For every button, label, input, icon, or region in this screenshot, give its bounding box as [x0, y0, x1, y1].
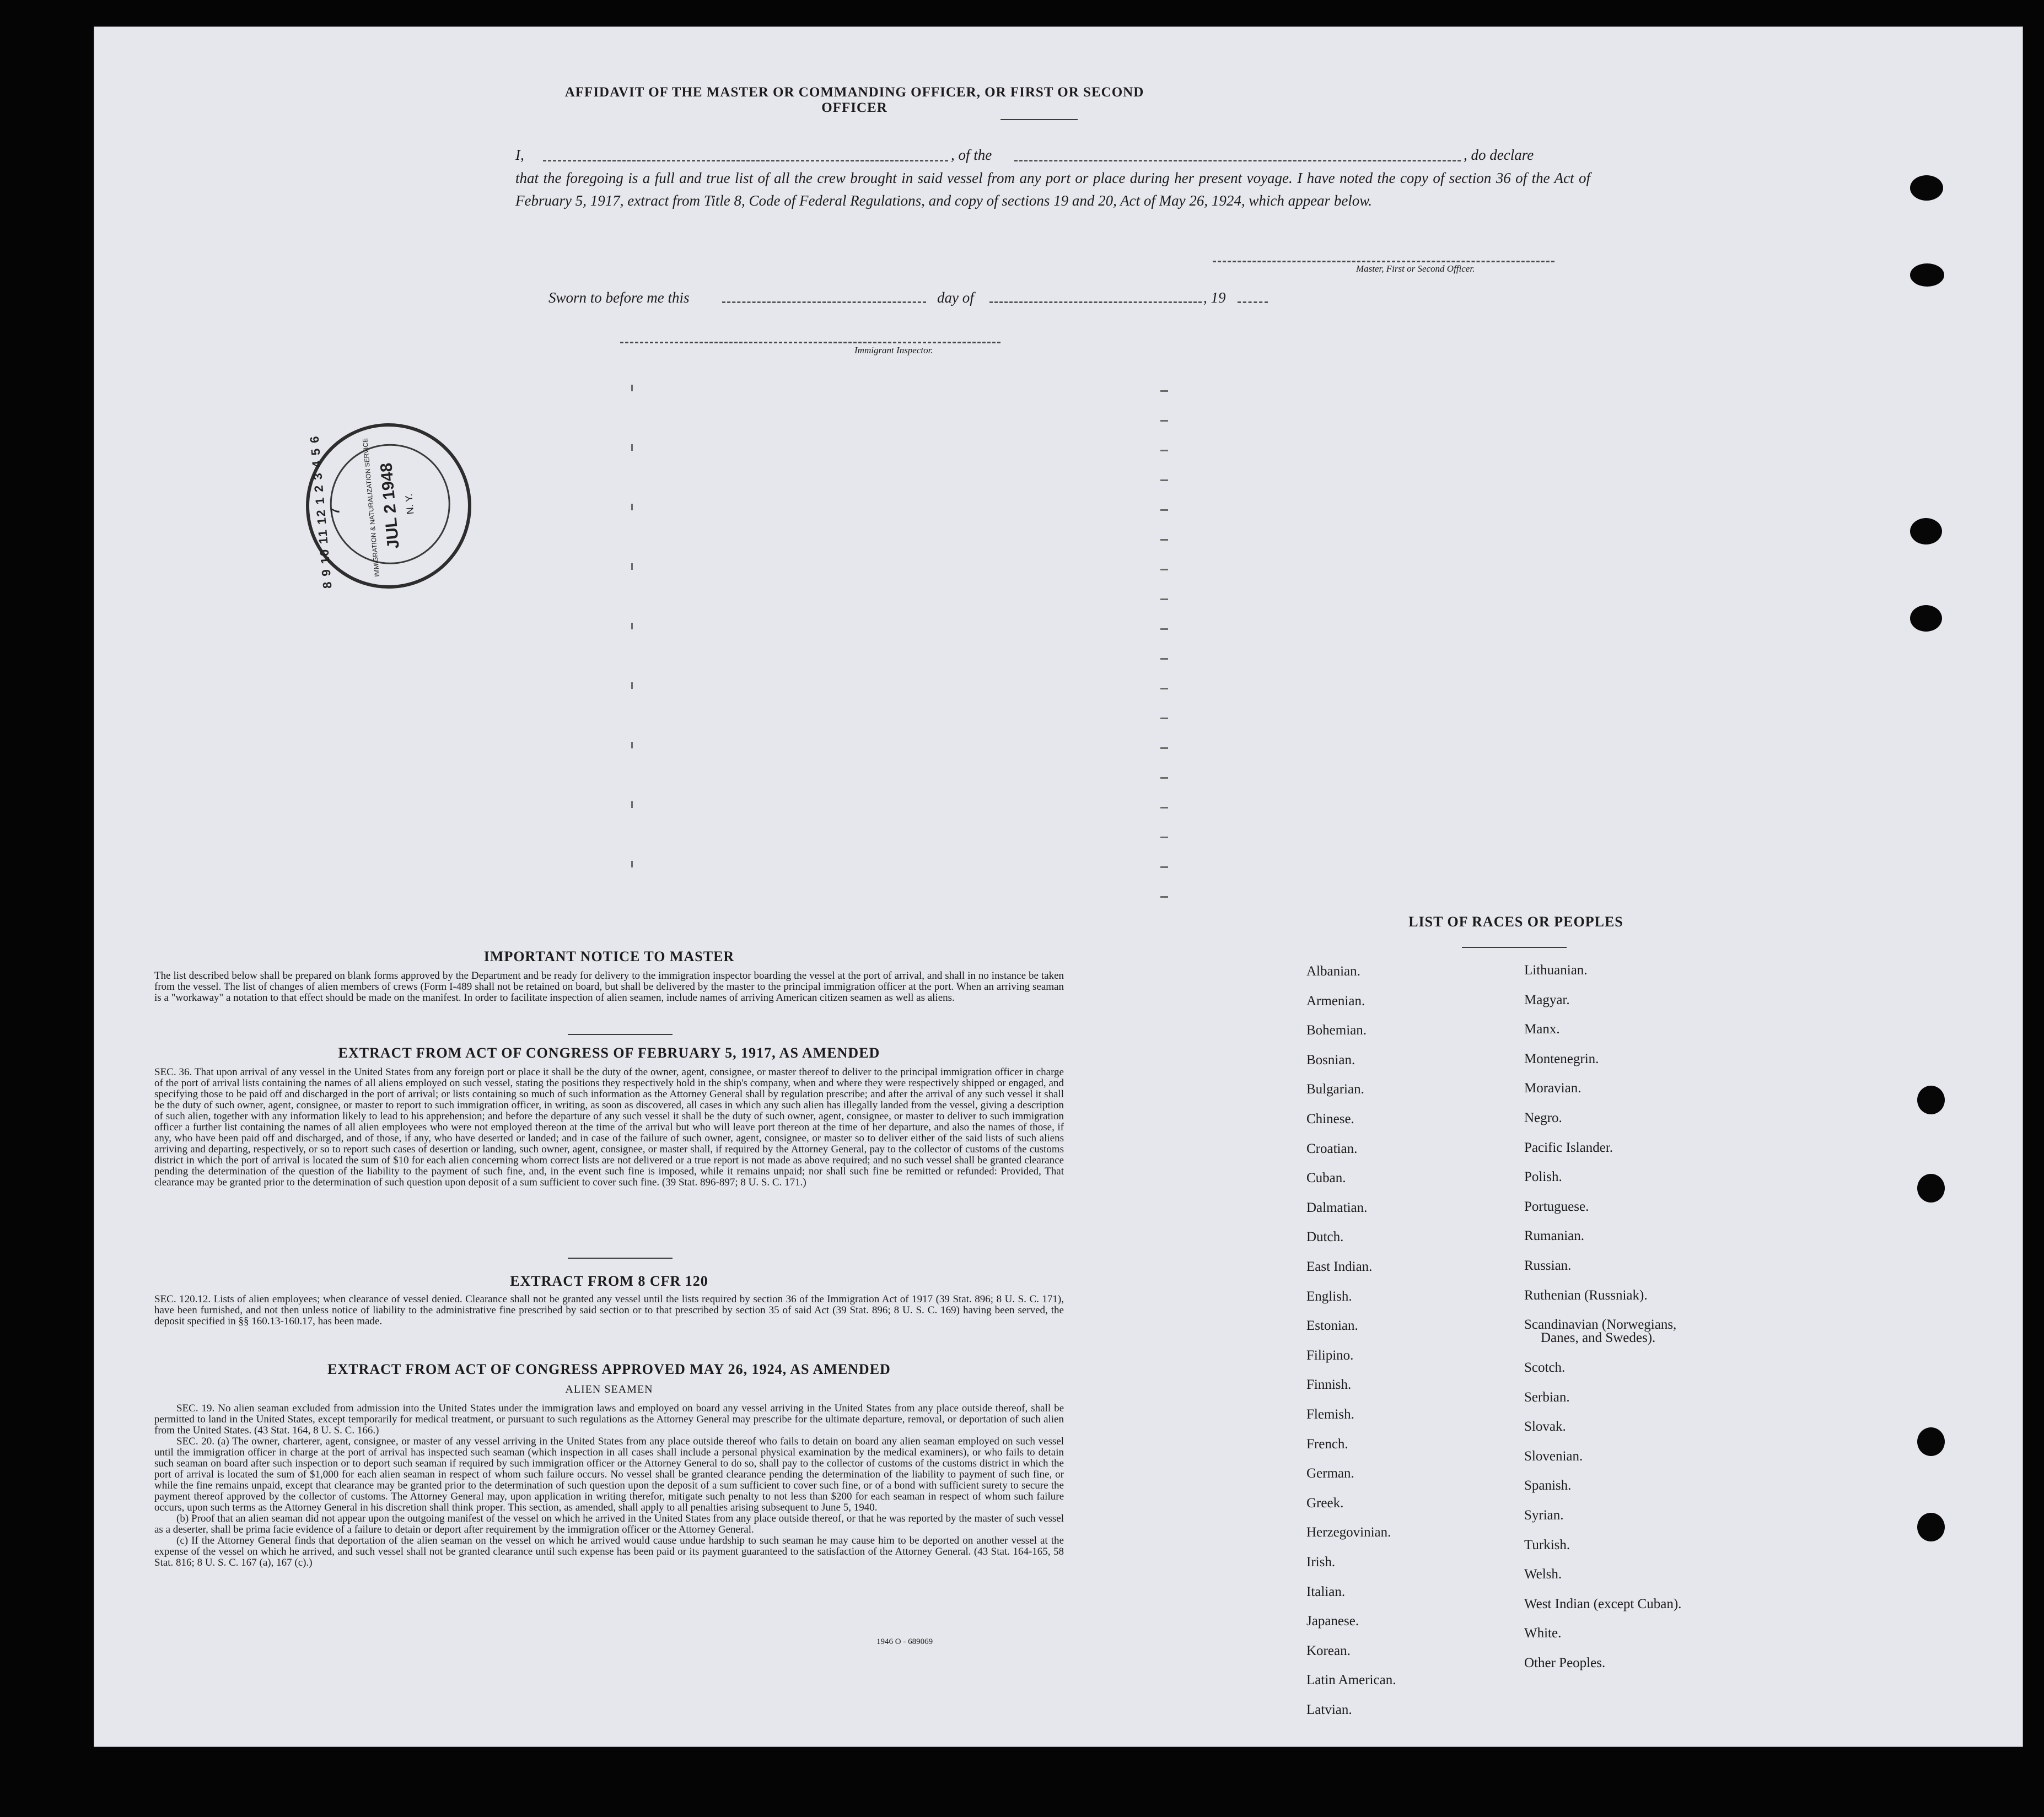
- race-item: Irish.: [1306, 1555, 1336, 1570]
- race-item: Serbian.: [1524, 1389, 1570, 1405]
- guide-tick: [1160, 569, 1168, 570]
- punch-hole: [1917, 1086, 1945, 1114]
- punch-hole: [1917, 1174, 1945, 1203]
- punch-hole: [1910, 605, 1942, 632]
- race-item: Filipino.: [1306, 1347, 1354, 1363]
- extract-1924-title: EXTRACT FROM ACT OF CONGRESS APPROVED MAY 26, 1924, AS AMENDED: [327, 1361, 891, 1377]
- race-item: Moravian.: [1524, 1081, 1582, 1096]
- divider: [1001, 119, 1078, 120]
- do-declare-label: , do declare: [1464, 147, 1534, 163]
- race-item: Syrian.: [1524, 1507, 1564, 1523]
- sworn-line: [548, 289, 1375, 311]
- stamp-ring-digits: 8 9 10 11 12 1 2 3 4 5 6 7: [307, 434, 342, 589]
- guide-tick: [631, 742, 633, 748]
- extract-1924-body: [154, 1403, 1064, 1568]
- guide-tick: [631, 444, 633, 451]
- race-item: Scotch.: [1524, 1360, 1566, 1375]
- guide-tick: [1160, 807, 1168, 808]
- guide-tick: [1160, 866, 1168, 868]
- race-item: Korean.: [1306, 1643, 1351, 1658]
- guide-tick: [1160, 539, 1168, 541]
- print-code: 1946 O - 689069: [876, 1637, 933, 1646]
- sec-20b-paragraph: (b) Proof that an alien seaman did not appear upon the outgoing manifest of the vessel on which he arrived in the United States from any place outside thereof, or that he was reported by the master of such vessel as a deserter, shall be prima facie evidence of a failure to detain or deport after requirement by the immigration officer or the Attorney General.: [154, 1513, 1064, 1535]
- race-item: Polish.: [1524, 1169, 1562, 1185]
- race-item: Latvian.: [1306, 1702, 1352, 1717]
- inspector-caption: Immigrant Inspector.: [854, 345, 933, 355]
- punch-hole: [1910, 263, 1944, 287]
- race-item: Flemish.: [1306, 1407, 1354, 1422]
- year-blank[interactable]: [1238, 301, 1268, 303]
- guide-tick: [631, 682, 633, 689]
- guide-tick: [1160, 628, 1168, 630]
- race-item: German.: [1306, 1466, 1354, 1481]
- divider: [568, 1258, 673, 1259]
- day-blank[interactable]: [722, 301, 926, 303]
- race-item: Armenian.: [1306, 993, 1365, 1009]
- divider: [568, 1034, 673, 1035]
- affidavit-title: AFFIDAVIT OF THE MASTER OR COMMANDING OFFICER, OR FIRST OR SECOND OFFICER: [564, 85, 1144, 115]
- race-item: Bosnian.: [1306, 1052, 1356, 1067]
- race-item: East Indian.: [1306, 1259, 1373, 1274]
- year-label: , 19: [1203, 289, 1226, 306]
- race-item: Italian.: [1306, 1584, 1346, 1599]
- punch-hole: [1910, 175, 1943, 201]
- guide-tick: [1160, 837, 1168, 838]
- name-blank[interactable]: [543, 160, 948, 161]
- notice-title: IMPORTANT NOTICE TO MASTER: [483, 948, 735, 964]
- race-item: Spanish.: [1524, 1478, 1572, 1494]
- document-page: [94, 26, 2023, 1747]
- guide-tick: [1160, 599, 1168, 600]
- of-the-label: , of the: [951, 147, 992, 163]
- guide-tick: [1160, 450, 1168, 451]
- races-title: LIST OF RACES OR PEOPLES: [1408, 914, 1623, 930]
- race-item: Japanese.: [1306, 1614, 1359, 1629]
- race-item: Bulgarian.: [1306, 1082, 1364, 1097]
- guide-tick: [1160, 509, 1168, 511]
- guide-tick: [631, 861, 633, 867]
- race-item: Herzegovinian.: [1306, 1525, 1391, 1540]
- extract-1917-title: EXTRACT FROM ACT OF CONGRESS OF FEBRUARY 5, 1917, AS AMENDED: [338, 1045, 880, 1061]
- extract-1924-subtitle: ALIEN SEAMEN: [565, 1383, 653, 1395]
- extract-cfr-body: SEC. 120.12. Lists of alien employees; when clearance of vessel denied. Clearance shall not be granted any vessel until the lists required by section 36 of the Immigration Act of 1917 (39 Stat. 896; 8 U. S. C. 171), have been furnished, and not then unless notice of liability to the administrative fine prescribed by said section or to that prescribed by section 35 of said Act (39 Stat. 896; 8 U. S. C. 169) having been served, the deposit specified in §§ 160.13-160.17, has been made.: [154, 1293, 1064, 1327]
- race-item: Greek.: [1306, 1495, 1344, 1511]
- punch-hole: [1917, 1513, 1945, 1541]
- master-signature-line[interactable]: [1213, 261, 1554, 262]
- guide-tick: [631, 563, 633, 570]
- race-item: Lithuanian.: [1524, 963, 1588, 978]
- i-label: I,: [515, 147, 524, 163]
- race-item: White.: [1524, 1626, 1562, 1641]
- race-item: Ruthenian (Russniak).: [1524, 1287, 1648, 1303]
- race-item: French.: [1306, 1436, 1348, 1452]
- race-item: Dutch.: [1306, 1230, 1344, 1245]
- divider: [1462, 947, 1567, 948]
- guide-tick: [1160, 688, 1168, 689]
- guide-tick: [631, 623, 633, 629]
- guide-tick: [1160, 658, 1168, 660]
- race-item: Croatian.: [1306, 1141, 1358, 1156]
- guide-tick: [1160, 390, 1168, 392]
- guide-tick: [1160, 718, 1168, 719]
- race-item: Bohemian.: [1306, 1023, 1367, 1038]
- extract-1917-body: SEC. 36. That upon arrival of any vessel in the United States from any foreign port or place it shall be the duty of the owner, agent, consignee, or master thereof to deliver to the principal immigration officer in charge of the port of arrival lists containing the names of all aliens employed on such vessel, stating the positions they respectively hold in the ship's company, when and where they were respectively shipped or engaged, and specifying those to be paid off and discharged in the port of arrival; or lists containing so much of such information as the Attorney General shall by regulation prescribe; and after the arrival of any such vessel it shall be the duty of such owner, agent, consignee, or master to report to such immigration officer, in writing, as soon as discovered, all cases in which any such alien has illegally landed from the vessel, giving a description of such alien, together with any information likely to lead to his apprehension; and before the departure of any such vessel it shall be the duty of such owner, agent, consignee, or master to deliver to such immigration officer a further list containing the names of all alien employees who were not employed thereon at the time of the arrival but who will leave port thereon at the time of her departure, and also the names of those, if any, who have been paid off and discharged, and of those, if any, who have deserted or landed; and in case of the failure of such owner, agent, consignee, or master so to deliver either of the said lists of such aliens arriving and departing, respectively, or so to report such cases of desertion or landing, such owner, agent, consignee, or master shall, if required by the Attorney General, pay to the collector of customs of the customs district in which the port of arrival is located the sum of $10 for each alien concerning whom correct lists are not delivered or a true report is not made as above required; and no such vessel shall be granted clearance pending the determination of the question of the liability to the payment of such fine, and, in the event such fine is imposed, while it remains unpaid; nor shall such fine be remitted or refunded: Provided, That clearance may be granted prior to the determination of such question upon deposit of a sum sufficient to cover such fine. (39 Stat. 896-897; 8 U. S. C. 171.): [154, 1066, 1064, 1188]
- stamp-place: N. Y.: [403, 493, 416, 515]
- guide-tick: [631, 801, 633, 808]
- race-item: Slovenian.: [1524, 1448, 1583, 1464]
- extract-cfr-title: EXTRACT FROM 8 CFR 120: [510, 1273, 708, 1289]
- race-item: Chinese.: [1306, 1112, 1354, 1126]
- race-item: Cuban.: [1306, 1171, 1346, 1186]
- race-item: Pacific Islander.: [1524, 1140, 1613, 1155]
- guide-tick: [1160, 777, 1168, 779]
- notice-body: The list described below shall be prepared on blank forms approved by the Department and be ready for delivery to the immigration inspector boarding the vessel at the port of arrival, and shall in no instance be taken from the vessel. The list of changes of alien members of crews (Form I-489 shall not be retained on board, but shall be delivered by the master to the principal immigration officer at the port. When an arriving seaman is a "workaway" a notation to that effect should be made on the manifest. In order to facilitate inspection of alien seamen, include names of arriving American citizen seamen as well as aliens.: [154, 970, 1064, 1004]
- punch-hole: [1917, 1427, 1945, 1456]
- race-item: English.: [1306, 1288, 1352, 1304]
- immigration-stamp: [299, 416, 478, 595]
- race-item: Albanian.: [1306, 964, 1360, 979]
- race-item: Danes, and Swedes).: [1541, 1330, 1656, 1346]
- race-item: Portuguese.: [1524, 1199, 1589, 1214]
- race-item: Manx.: [1524, 1022, 1560, 1037]
- race-item: Russian.: [1524, 1258, 1572, 1273]
- punch-hole: [1910, 518, 1942, 544]
- month-blank[interactable]: [989, 301, 1202, 303]
- sec-19-paragraph: SEC. 19. No alien seaman excluded from admission into the United States under the immigration laws and employed on board any vessel arriving in the United States from any place outside thereof, shall be permitted to land in the United States, except temporarily for medical treatment, or pursuant to such regulations as the Attorney General may prescribe for the ultimate departure, removal, or deportation of such alien from the United States. (43 Stat. 164, 8 U. S. C. 166.): [154, 1403, 1064, 1436]
- master-caption: Master, First or Second Officer.: [1356, 263, 1475, 274]
- vessel-blank[interactable]: [1014, 160, 1461, 161]
- race-item: Magyar.: [1524, 992, 1570, 1007]
- race-item: West Indian (except Cuban).: [1524, 1596, 1682, 1611]
- guide-tick: [1160, 896, 1168, 898]
- race-item: Welsh.: [1524, 1567, 1562, 1582]
- guide-tick: [1160, 747, 1168, 749]
- guide-tick: [1160, 479, 1168, 481]
- race-item: Turkish.: [1524, 1537, 1570, 1552]
- race-item: Other Peoples.: [1524, 1655, 1606, 1670]
- race-item: Scandinavian (Norwegians,: [1524, 1317, 1677, 1333]
- race-item: Dalmatian.: [1306, 1200, 1368, 1215]
- race-item: Estonian.: [1306, 1318, 1358, 1334]
- race-item: Latin American.: [1306, 1673, 1396, 1688]
- stamp-agency: IMMIGRATION & NATURALIZATION SERVICE: [361, 438, 381, 578]
- sec-20c-paragraph: (c) If the Attorney General finds that deportation of the alien seaman on the vessel on which he arrived would cause undue hardship to such seaman he may cause him to be deported on another vessel at the expense of the vessel on which he arrived, and such vessel shall not be granted clearance until such expense has been paid or its payment guaranteed to the satisfaction of the Attorney General. (43 Stat. 164-165, 58 Stat. 816; 8 U. S. C. 167 (a), 167 (c).): [154, 1535, 1064, 1568]
- race-item: Finnish.: [1306, 1377, 1352, 1393]
- sec-20a-paragraph: SEC. 20. (a) The owner, charterer, agent, consignee, or master of any vessel arriving in the United States from any place outside thereof who fails to detain on board any alien seaman employed on such vessel until the immigration officer in charge at the port of arrival has inspected such seaman (which inspection in all cases shall include a personal physical examination by the medical examiners), or who fails to detain such seaman on board after such inspection or to deport such seaman if required by such immigration officer or the Attorney General to do so, shall pay to the collector of customs of the customs district in which the port of arrival is located the sum of $1,000 for each alien seaman in respect of whom such failure occurs. No vessel shall be granted clearance pending the determination of the liability to payment of such fine, or while the fine remains unpaid, except that clearance may be granted prior to the determination of such question upon the deposit of a sum sufficient to cover such fine, or of a bond with sufficient surety to secure the payment thereof approved by the collector of customs. The Attorney General may, upon application in writing therefor, mitigate such penalty to not less than $200 for each seaman in respect of whom such failure occurs, upon such terms as the Attorney General in his discretion shall think proper. This section, as amended, shall apply to all penalties arising subsequent to June 5, 1940.: [154, 1436, 1064, 1513]
- race-item: Rumanian.: [1524, 1228, 1585, 1244]
- stamp-date: JUL 2 1948: [377, 462, 403, 550]
- declarant-line: [515, 147, 1656, 169]
- race-item: Montenegrin.: [1524, 1051, 1599, 1066]
- sworn-label: Sworn to before me this: [548, 289, 690, 306]
- day-of-label: day of: [937, 289, 974, 306]
- race-item: Negro.: [1524, 1110, 1562, 1125]
- race-item: Slovak.: [1524, 1419, 1566, 1435]
- guide-tick: [1160, 420, 1168, 422]
- inspector-signature-line[interactable]: [620, 342, 1001, 343]
- guide-tick: [631, 385, 633, 391]
- guide-tick: [631, 504, 633, 510]
- affidavit-body: that the foregoing is a full and true list of all the crew brought in said vessel from any port or place during her present voyage. I have noted the copy of section 36 of the Act of February 5, 1917, extract from Title 8, Code of Federal Regulations, and copy of sections 19 and 20, Act of May 26, 1924, which appear below.: [515, 170, 1590, 209]
